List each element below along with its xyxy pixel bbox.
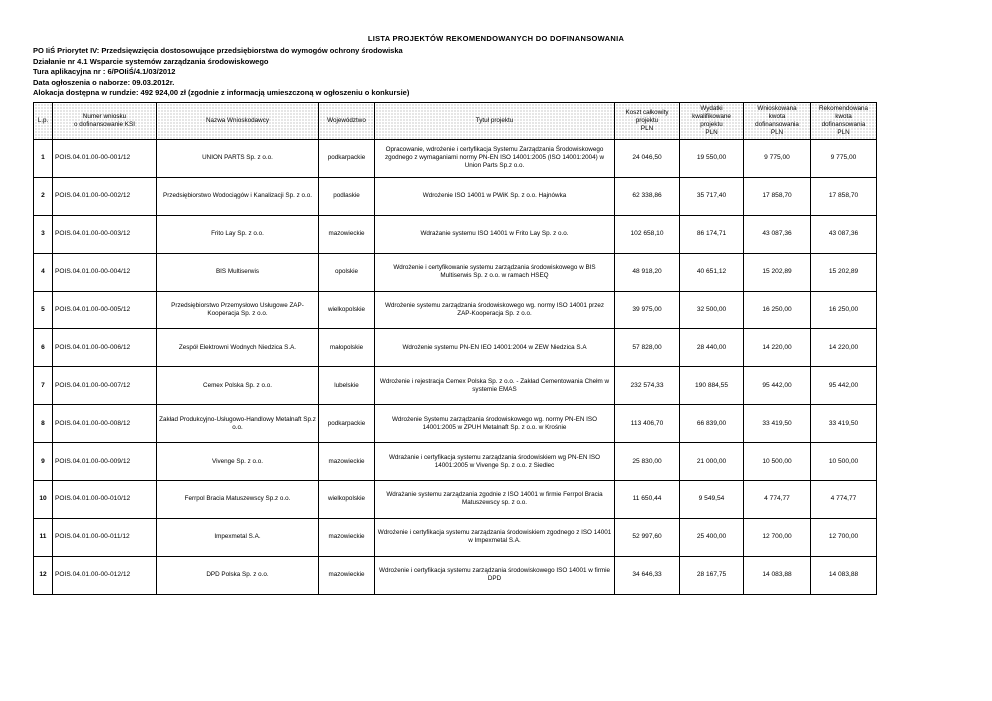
- cell-lp: 3: [34, 215, 53, 253]
- cell-project-title: Wdrożenie i certyfikacja systemu zarządzania środowiskiem zgodnego z ISO 14001 w Impexmetal S.A.: [375, 518, 615, 556]
- meta-priority: PO IiŚ Priorytet IV: Przedsięwzięcia dostosowujące przedsiębiorstwa do wymogów ochrony środowiska: [33, 46, 403, 55]
- cell-total-cost: 113 406,70: [615, 405, 680, 443]
- cell-applicant-name: BIS Multiserwis: [157, 253, 319, 291]
- cell-total-cost: 34 646,33: [615, 556, 680, 594]
- table-row: [34, 253, 877, 291]
- cell-total-cost: 39 975,00: [615, 291, 680, 329]
- cell-application-number: POIS.04.01.00-00-011/12: [53, 518, 157, 556]
- cell-recommended-amount: 4 774,77: [811, 481, 877, 519]
- cell-total-cost: 52 997,60: [615, 518, 680, 556]
- header-lp: L.p.: [34, 103, 53, 140]
- cell-applicant-name: Vivenge Sp. z o.o.: [157, 443, 319, 481]
- header-applicant-name: Nazwa Wnioskodawcy: [157, 103, 319, 140]
- cell-applicant-name: Przedsiębiorstwo Przemysłowo Usługowe ZAP-Kooperacja Sp. z o.o.: [157, 291, 319, 329]
- table-row: [34, 291, 877, 329]
- cell-requested-amount: 33 419,50: [744, 405, 811, 443]
- cell-total-cost: 11 650,44: [615, 481, 680, 519]
- cell-applicant-name: Przedsiębiorstwo Wodociągów i Kanalizacji Sp. z o.o.: [157, 177, 319, 215]
- cell-applicant-name: DPD Polska Sp. z o.o.: [157, 556, 319, 594]
- cell-requested-amount: 16 250,00: [744, 291, 811, 329]
- cell-eligible-expenses: 86 174,71: [680, 215, 744, 253]
- header-voivodeship: Województwo: [319, 103, 375, 140]
- meta-measure: Działanie nr 4.1 Wsparcie systemów zarządzania środowiskowego: [33, 56, 269, 66]
- table-row: [34, 405, 877, 443]
- cell-recommended-amount: 95 442,00: [811, 367, 877, 405]
- cell-voivodeship: podkarpackie: [319, 405, 375, 443]
- cell-application-number: POIS.04.01.00-00-005/12: [53, 291, 157, 329]
- cell-lp: 5: [34, 291, 53, 329]
- cell-recommended-amount: 16 250,00: [811, 291, 877, 329]
- cell-voivodeship: mazowieckie: [319, 443, 375, 481]
- cell-application-number: POIS.04.01.00-00-004/12: [53, 253, 157, 291]
- cell-requested-amount: 4 774,77: [744, 481, 811, 519]
- cell-lp: 7: [34, 367, 53, 405]
- cell-project-title: Wdrażanie systemu ISO 14001 w Frito Lay Sp. z o.o.: [375, 215, 615, 253]
- header-total-cost: Koszt całkowity projektu PLN: [615, 103, 680, 140]
- cell-voivodeship: mazowieckie: [319, 556, 375, 594]
- cell-requested-amount: 14 083,88: [744, 556, 811, 594]
- cell-recommended-amount: 9 775,00: [811, 140, 877, 178]
- meta-round: Tura aplikacyjna nr : 6/POIiŚ/4.1/03/2012: [33, 67, 176, 76]
- cell-recommended-amount: 10 500,00: [811, 443, 877, 481]
- meta-announcement-date: Data ogłoszenia o naborze: 09.03.2012r.: [33, 77, 175, 87]
- cell-voivodeship: mazowieckie: [319, 518, 375, 556]
- cell-eligible-expenses: 28 440,00: [680, 329, 744, 367]
- cell-requested-amount: 95 442,00: [744, 367, 811, 405]
- cell-application-number: POIS.04.01.00-00-006/12: [53, 329, 157, 367]
- cell-eligible-expenses: 28 167,75: [680, 556, 744, 594]
- cell-recommended-amount: 15 202,89: [811, 253, 877, 291]
- cell-eligible-expenses: 19 550,00: [680, 140, 744, 178]
- cell-lp: 2: [34, 177, 53, 215]
- cell-lp: 4: [34, 253, 53, 291]
- header-recommended-amount: Rekomendowana kwota dofinansowania PLN: [811, 103, 877, 140]
- cell-eligible-expenses: 21 000,00: [680, 443, 744, 481]
- cell-eligible-expenses: 40 651,12: [680, 253, 744, 291]
- cell-project-title: Wdrożenie i certyfikacja systemu zarządzania środowiskowego ISO 14001 w firmie DPD: [375, 556, 615, 594]
- cell-application-number: POIS.04.01.00-00-010/12: [53, 481, 157, 519]
- cell-eligible-expenses: 9 549,54: [680, 481, 744, 519]
- cell-applicant-name: UNION PARTS Sp. z o.o.: [157, 140, 319, 178]
- cell-requested-amount: 15 202,89: [744, 253, 811, 291]
- cell-lp: 1: [34, 140, 53, 178]
- cell-project-title: Opracowanie, wdrożenie i certyfikacja Systemu Zarządzania Środowiskowego zgodnego z wymaganiami normy PN-EN ISO 14001:2005 (ISO 14001:2004) w Union Parts Sp.z o.o.: [375, 140, 615, 178]
- cell-project-title: Wdrożenie systemu PN-EN IEO 14001:2004 w ZEW Niedzica S.A: [375, 329, 615, 367]
- cell-project-title: Wdrożenie i rejestracja Cemex Polska Sp. z o.o. - Zakład Cementowania Chełm w systemie EMAS: [375, 367, 615, 405]
- cell-requested-amount: 17 858,70: [744, 177, 811, 215]
- cell-lp: 8: [34, 405, 53, 443]
- cell-project-title: Wdrażanie i certyfikacja systemu zarządzania środowiskiem wg PN-EN ISO 14001:2005 w Vivenge Sp. z o.o. z Siedlec: [375, 443, 615, 481]
- table-row: [34, 140, 877, 178]
- cell-voivodeship: podkarpackie: [319, 140, 375, 178]
- cell-requested-amount: 10 500,00: [744, 443, 811, 481]
- cell-eligible-expenses: 35 717,40: [680, 177, 744, 215]
- cell-requested-amount: 12 700,00: [744, 518, 811, 556]
- cell-recommended-amount: 17 858,70: [811, 177, 877, 215]
- cell-total-cost: 24 046,50: [615, 140, 680, 178]
- header-requested-amount: Wnioskowana kwota dofinansowania PLN: [744, 103, 811, 140]
- cell-eligible-expenses: 66 839,00: [680, 405, 744, 443]
- header-application-number: Numer wniosku o dofinansowanie KSI: [53, 103, 157, 140]
- cell-total-cost: 48 918,20: [615, 253, 680, 291]
- cell-recommended-amount: 14 083,88: [811, 556, 877, 594]
- cell-application-number: POIS.04.01.00-00-009/12: [53, 443, 157, 481]
- cell-applicant-name: Frito Lay Sp. z o.o.: [157, 215, 319, 253]
- table-row: [34, 556, 877, 594]
- cell-requested-amount: 43 087,36: [744, 215, 811, 253]
- document-meta: [33, 46, 409, 99]
- cell-lp: 11: [34, 518, 53, 556]
- cell-recommended-amount: 43 087,36: [811, 215, 877, 253]
- cell-eligible-expenses: 25 400,00: [680, 518, 744, 556]
- cell-application-number: POIS.04.01.00-00-012/12: [53, 556, 157, 594]
- cell-total-cost: 102 658,10: [615, 215, 680, 253]
- document-title: LISTA PROJEKTÓW REKOMENDOWANYCH DO DOFINANSOWANIA: [367, 34, 625, 43]
- cell-applicant-name: Zakład Produkcyjno-Usługowo-Handlowy Metalnaft Sp.z o.o.: [157, 405, 319, 443]
- projects-table: [33, 102, 877, 595]
- cell-application-number: POIS.04.01.00-00-007/12: [53, 367, 157, 405]
- cell-eligible-expenses: 32 500,00: [680, 291, 744, 329]
- cell-lp: 12: [34, 556, 53, 594]
- table-row: [34, 215, 877, 253]
- table-header-row: [34, 103, 877, 140]
- cell-eligible-expenses: 190 884,55: [680, 367, 744, 405]
- table-row: [34, 518, 877, 556]
- cell-project-title: Wdrożenie ISO 14001 w PWiK Sp. z o.o. Hajnówka: [375, 177, 615, 215]
- cell-voivodeship: podlaskie: [319, 177, 375, 215]
- header-eligible-expenses: Wydatki kwalifikowane projektu PLN: [680, 103, 744, 140]
- cell-application-number: POIS.04.01.00-00-003/12: [53, 215, 157, 253]
- cell-total-cost: 25 830,00: [615, 443, 680, 481]
- table-row: [34, 481, 877, 519]
- cell-project-title: Wdrożenie systemu zarządzania środowiskowego wg. normy ISO 14001 przez ZAP-Kooperacja Sp. z o.o.: [375, 291, 615, 329]
- cell-voivodeship: mazowieckie: [319, 215, 375, 253]
- cell-applicant-name: Zespół Elektrowni Wodnych Niedzica S.A.: [157, 329, 319, 367]
- cell-lp: 9: [34, 443, 53, 481]
- table-row: [34, 177, 877, 215]
- cell-applicant-name: Impexmetal S.A.: [157, 518, 319, 556]
- cell-recommended-amount: 33 419,50: [811, 405, 877, 443]
- meta-allocation: Alokacja dostępna w rundzie: 492 924,00 zł (zgodnie z informacją umieszczoną w ogłoszeniu o konkursie): [33, 88, 410, 97]
- cell-applicant-name: Ferrpol Bracia Matuszewscy Sp.z o.o.: [157, 481, 319, 519]
- cell-voivodeship: wielkopolskie: [319, 291, 375, 329]
- cell-recommended-amount: 12 700,00: [811, 518, 877, 556]
- cell-total-cost: 57 828,00: [615, 329, 680, 367]
- cell-total-cost: 232 574,33: [615, 367, 680, 405]
- cell-project-title: Wdrożenie Systemu zarządzania środowiskowego wg. normy PN-EN ISO 14001:2005 w ZPUH Metalnaft Sp. z o.o. w Krośnie: [375, 405, 615, 443]
- table-row: [34, 443, 877, 481]
- cell-voivodeship: opolskie: [319, 253, 375, 291]
- cell-voivodeship: małopolskie: [319, 329, 375, 367]
- cell-total-cost: 62 338,86: [615, 177, 680, 215]
- cell-application-number: POIS.04.01.00-00-008/12: [53, 405, 157, 443]
- header-project-title: Tytuł projektu: [375, 103, 615, 140]
- cell-requested-amount: 9 775,00: [744, 140, 811, 178]
- cell-application-number: POIS.04.01.00-00-002/12: [53, 177, 157, 215]
- cell-applicant-name: Cemex Polska Sp. z o.o.: [157, 367, 319, 405]
- cell-recommended-amount: 14 220,00: [811, 329, 877, 367]
- cell-application-number: POIS.04.01.00-00-001/12: [53, 140, 157, 178]
- table-row: [34, 367, 877, 405]
- cell-lp: 6: [34, 329, 53, 367]
- table-row: [34, 329, 877, 367]
- cell-project-title: Wdrażanie systemu zarządzania zgodnie z ISO 14001 w firmie Ferrpol Bracia Matuszewscy sp. z o.o.: [375, 481, 615, 519]
- cell-project-title: Wdrożenie i certyfikowanie systemu zarządzania środowiskowego w BIS Multiserwis Sp. z o.o. w ramach HSEQ: [375, 253, 615, 291]
- cell-requested-amount: 14 220,00: [744, 329, 811, 367]
- cell-lp: 10: [34, 481, 53, 519]
- cell-voivodeship: wielkopolskie: [319, 481, 375, 519]
- cell-voivodeship: lubelskie: [319, 367, 375, 405]
